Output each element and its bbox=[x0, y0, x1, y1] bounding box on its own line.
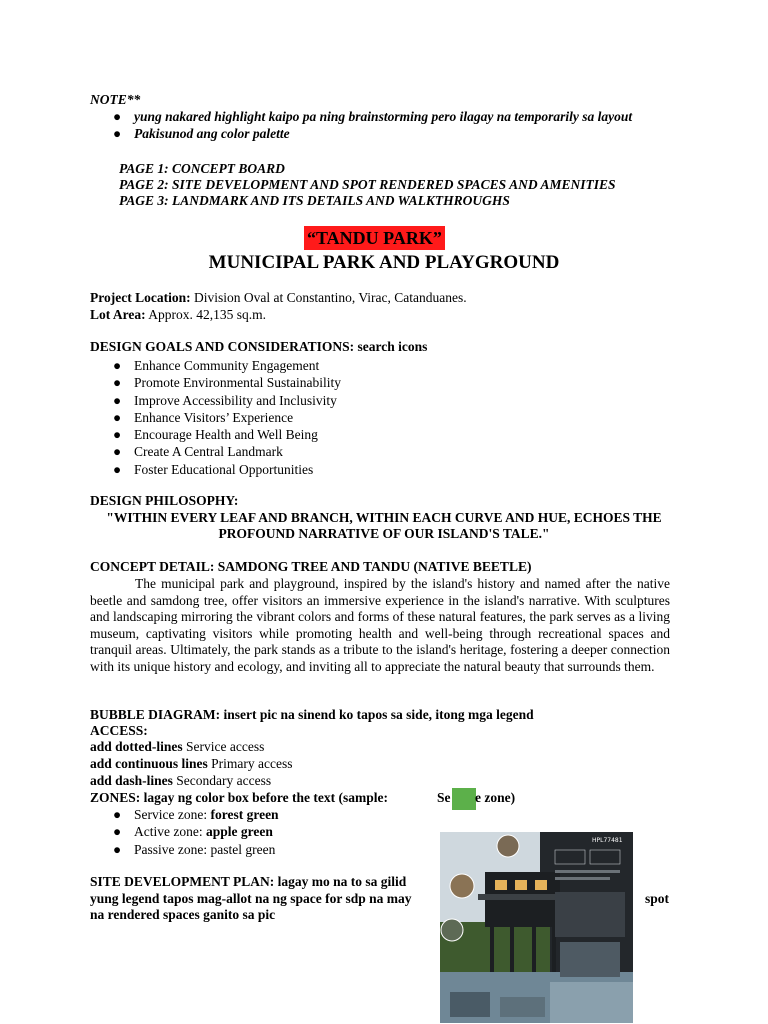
goal-text: Encourage Health and Well Being bbox=[134, 427, 318, 443]
list-item bbox=[90, 125, 632, 142]
lot-area bbox=[90, 307, 467, 324]
access-value: Service access bbox=[182, 739, 265, 754]
zone-label: Active zone: bbox=[134, 824, 206, 840]
list-item bbox=[90, 409, 341, 426]
zone-label: Service zone: bbox=[134, 807, 211, 822]
list-item bbox=[90, 841, 279, 858]
poster-illustration bbox=[440, 832, 633, 1023]
sample-poster-image bbox=[440, 832, 633, 1023]
zones-sample-right: e zone) bbox=[475, 790, 516, 805]
access-label: add dotted-lines bbox=[90, 739, 183, 754]
design-goals-list bbox=[90, 357, 341, 478]
page-plan-line: PAGE 3: LANDMARK AND ITS DETAILS AND WALKTHROUGHS bbox=[119, 193, 510, 208]
page-plan bbox=[119, 161, 615, 209]
bullet-icon: ● bbox=[113, 824, 122, 840]
area-label: Lot Area: bbox=[90, 306, 146, 322]
list-item bbox=[90, 374, 341, 391]
note-item-text: Pakisunod ang color palette bbox=[134, 126, 290, 141]
sample-color-box bbox=[452, 788, 476, 810]
list-item bbox=[90, 392, 341, 409]
project-location bbox=[90, 290, 467, 307]
zones-heading: ZONES: lagay ng color box before the text (sample: bbox=[90, 790, 388, 805]
zone-label: Passive zone: bbox=[134, 841, 211, 857]
goal-text: Improve Accessibility and Inclusivity bbox=[134, 392, 337, 408]
bullet-icon: ● bbox=[113, 375, 122, 391]
bullet-icon: ● bbox=[113, 427, 122, 443]
sdp-line: SITE DEVELOPMENT PLAN: lagay mo na to sa gilid bbox=[90, 874, 407, 889]
list-item bbox=[90, 357, 341, 374]
access-item bbox=[90, 773, 271, 789]
bullet-icon: ● bbox=[113, 358, 122, 373]
bullet-icon: ● bbox=[113, 109, 122, 124]
zone-color: apple green bbox=[205, 824, 273, 840]
page-subtitle: MUNICIPAL PARK AND PLAYGROUND bbox=[208, 252, 560, 273]
zone-color: forest green bbox=[210, 807, 279, 822]
access-label: add dash-lines bbox=[90, 773, 173, 788]
location-value: Division Oval at Constantino, Virac, Catanduanes. bbox=[190, 290, 467, 305]
list-item bbox=[90, 426, 341, 443]
access-item bbox=[90, 739, 264, 755]
page-title: “TANDU PARK” bbox=[304, 226, 445, 250]
bullet-icon: ● bbox=[113, 126, 122, 141]
bullet-icon: ● bbox=[113, 841, 122, 857]
philosophy-heading: DESIGN PHILOSOPHY: bbox=[90, 493, 239, 508]
bullet-icon: ● bbox=[113, 392, 122, 408]
bullet-icon: ● bbox=[113, 409, 122, 425]
page-plan-line: PAGE 1: CONCEPT BOARD bbox=[119, 161, 285, 176]
philosophy-quote: "WITHIN EVERY LEAF AND BRANCH, WITHIN EACH CURVE AND HUE, ECHOES THE PROFOUND NARRATIVE OF OUR ISLAND'S TALE." bbox=[106, 510, 662, 541]
zones-list bbox=[90, 806, 279, 858]
note-heading: NOTE** bbox=[90, 92, 141, 107]
page-plan-line: PAGE 2: SITE DEVELOPMENT AND SPOT RENDERED SPACES AND AMENITIES bbox=[119, 177, 616, 192]
note-item-text: yung nakared highlight kaipo pa ning brainstorming pero ilagay na temporarily sa layout bbox=[134, 109, 633, 124]
list-item bbox=[90, 823, 279, 840]
access-label: add continuous lines bbox=[90, 756, 208, 771]
goal-text: Enhance Community Engagement bbox=[134, 358, 320, 373]
list-item bbox=[90, 108, 632, 125]
poster-code: HPL77481 bbox=[592, 837, 623, 844]
goal-text: Promote Environmental Sustainability bbox=[134, 375, 341, 391]
access-value: Primary access bbox=[207, 756, 293, 771]
list-item bbox=[90, 461, 341, 478]
list-item bbox=[90, 806, 279, 823]
design-goals-heading: DESIGN GOALS AND CONSIDERATIONS: search icons bbox=[90, 339, 428, 354]
bullet-icon: ● bbox=[113, 461, 122, 477]
sdp-line: na rendered spaces ganito sa pic bbox=[90, 907, 276, 922]
sdp-line-end: spot bbox=[645, 891, 670, 906]
list-item bbox=[90, 443, 341, 460]
bullet-icon: ● bbox=[113, 807, 122, 822]
note-list bbox=[90, 108, 632, 142]
access-heading: ACCESS: bbox=[90, 723, 148, 738]
concept-heading: CONCEPT DETAIL: SAMDONG TREE AND TANDU (NATIVE BEETLE) bbox=[90, 559, 532, 574]
bubble-heading: BUBBLE DIAGRAM: insert pic na sinend ko tapos sa side, itong mga legend bbox=[90, 707, 534, 722]
concept-paragraph: The municipal park and playground, inspired by the island's history and named after the native beetle and samdong tree, offer visitors an immersive experience in the island's narrative. With sculptures and landscaping mirroring the vibrant colors and forms of these natural features, the park serves as a living museum, captivating visitors while promoting health and well-being through recreational spaces and tranquil areas. Ultimately, the park stands as a tribute to the island's heritage, fostering a deeper connection with its unique history and ecology, and inviting all to appreciate the natural beauty that surrounds them. bbox=[90, 576, 670, 674]
access-value: Secondary access bbox=[172, 773, 272, 788]
goal-text: Enhance Visitors’ Experience bbox=[134, 409, 294, 425]
bullet-icon: ● bbox=[113, 444, 122, 460]
goal-text: Create A Central Landmark bbox=[134, 444, 283, 460]
zones-sample-left: Se bbox=[437, 790, 451, 805]
goal-text: Foster Educational Opportunities bbox=[134, 461, 314, 477]
area-value: Approx. 42,135 sq.m. bbox=[145, 306, 267, 322]
project-info bbox=[90, 290, 467, 323]
sdp-line: yung legend tapos mag-allot na ng space for sdp na may bbox=[90, 891, 412, 906]
location-label: Project Location: bbox=[90, 290, 191, 305]
access-item bbox=[90, 756, 293, 772]
zone-color: pastel green bbox=[210, 841, 276, 857]
